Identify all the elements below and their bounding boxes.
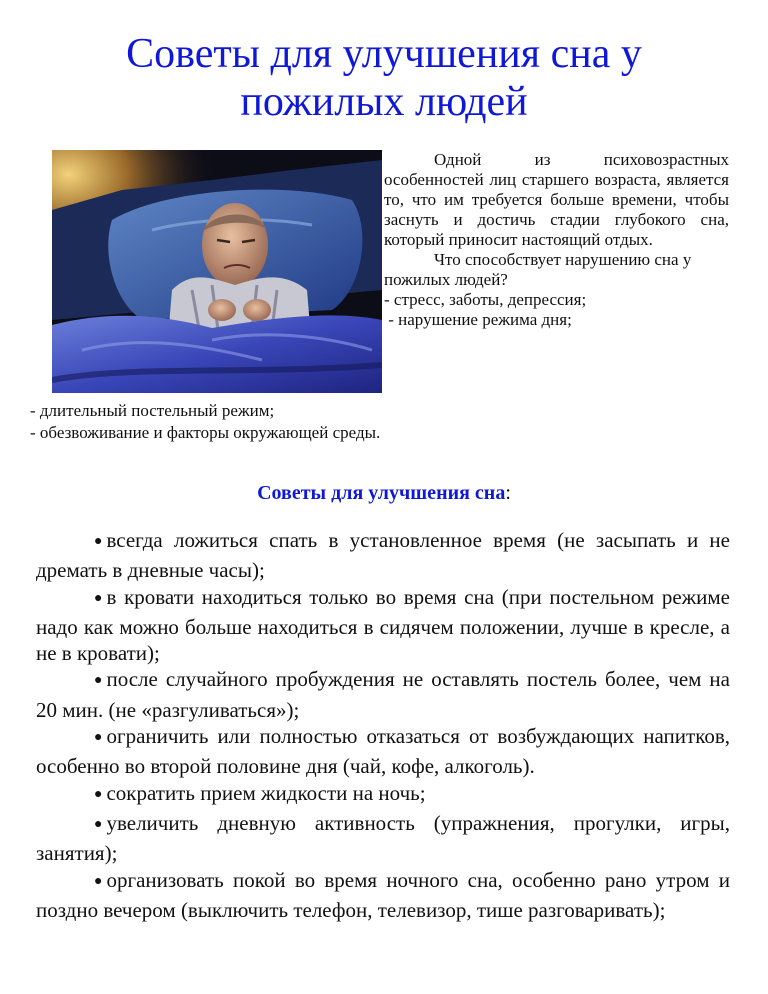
bullet-icon: ● xyxy=(94,673,103,689)
tip-item xyxy=(36,723,730,780)
tip-text: увеличить дневную активность (упражнения, прогулки, игры, занятия); xyxy=(36,810,730,866)
title-line-1: Советы для улучшения сна у xyxy=(126,31,642,77)
tips-heading xyxy=(0,480,768,506)
intro-text xyxy=(384,150,729,330)
intro-paragraph-1: Одной из психовозрастных особенностей лиц старшего возраста, является то, что им требуется больше времени, чтобы заснуть и достичь стадии глубокого сна, который приносит настоящий отдых. xyxy=(384,150,729,249)
bullet-icon: ● xyxy=(94,534,103,549)
tips-list xyxy=(36,527,730,923)
intro-paragraph-2: Что способствует нарушению сна у пожилых людей? xyxy=(384,250,692,289)
tip-text: ограничить или полностью отказаться от возбуждающих напитков, особенно во второй половине дня (чай, кофе, алкоголь). xyxy=(36,724,730,779)
tip-text: всегда ложиться спать в установленное время (не засыпать и не дремать в дневные часы); xyxy=(36,528,730,583)
tip-text: организовать покой во время ночного сна, особенно рано утром и поздно вечером (выключить телефон, телевизор, тише разговаривать); xyxy=(36,867,730,922)
title-line-2: пожилых людей xyxy=(240,79,528,125)
tip-text: сократить прием жидкости на ночь; xyxy=(106,780,426,805)
tips-heading-colon: : xyxy=(505,482,511,504)
bullet-icon: ● xyxy=(94,730,103,746)
bullet-icon: ● xyxy=(94,873,103,889)
bullet-icon: ● xyxy=(94,816,103,832)
tip-item xyxy=(36,810,730,867)
cause-item: - стресс, заботы, депрессия; xyxy=(384,290,587,309)
bullet-icon: ● xyxy=(94,590,103,606)
tip-text: после случайного пробуждения не оставлять постель более, чем на 20 мин. (не «разгуливаться»); xyxy=(36,667,730,722)
tip-item xyxy=(36,666,730,723)
cause-item: - длительный постельный режим; xyxy=(30,401,275,420)
tip-item xyxy=(36,527,730,584)
tip-text: в кровати находиться только во время сна (при постельном режиме надо как можно больше находиться в сидячем положении, лучше в кресле, а не в кровати); xyxy=(36,584,730,666)
cause-item: - нарушение режима дня; xyxy=(384,310,572,329)
sleepless-man-photo xyxy=(52,150,382,393)
causes-list-continued xyxy=(30,400,730,444)
page-title xyxy=(0,30,768,126)
bullet-icon: ● xyxy=(94,786,103,802)
tips-heading-text: Советы для улучшения сна xyxy=(257,482,506,504)
tip-item xyxy=(36,867,730,924)
cause-item: - обезвоживание и факторы окружающей среды. xyxy=(30,423,381,442)
tip-item xyxy=(36,584,730,667)
tip-item xyxy=(36,780,730,810)
